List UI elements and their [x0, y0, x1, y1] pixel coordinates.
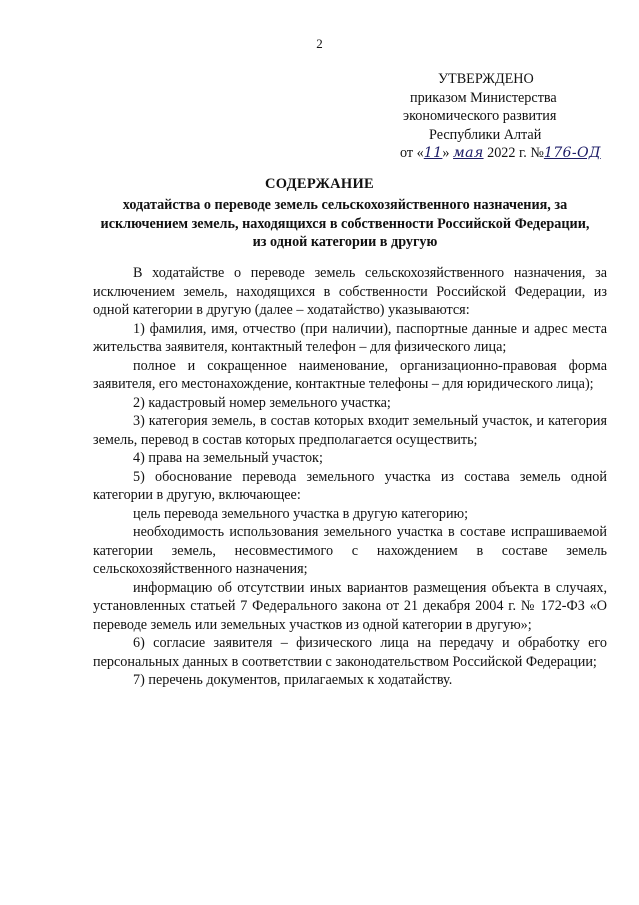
document-subtitle: ходатайства о переводе земель сельскохозяйственного назначения, за исключением земель, находящихся в собственности Российской Федерации, из одной категории в другую: [100, 197, 590, 250]
body-paragraph: 1) фамилия, имя, отчество (при наличии), паспортные данные и адрес места жительства заявителя, контактный телефон – для физического лица;: [93, 320, 607, 355]
approval-block: [380, 70, 620, 163]
body-paragraph: цель перевода земельного участка в другую категорию;: [133, 505, 469, 522]
approval-ministry: экономического развития: [403, 108, 557, 124]
body-paragraph: необходимость использования земельного участка в составе испрашиваемой категории земель, несовместимого с нахождением в составе земель сельскохозяйственного назначения;: [93, 524, 607, 577]
document-body: [93, 264, 607, 690]
body-paragraph: 5) обоснование перевода земельного участка из состава земель одной категории в другую, включающее:: [93, 468, 607, 503]
date-prefix: от «: [400, 145, 424, 161]
page-number: 2: [316, 36, 323, 51]
body-paragraph: 3) категория земель, в состав которых входит земельный участок, и категория земель, перевод в состав которых предполагается осуществить;: [93, 413, 607, 448]
body-paragraph: 6) согласие заявителя – физического лица на передачу и обработку его персональных данных в соответствии с законодательством Российской Федерации;: [93, 635, 607, 670]
date-year: 2022 г. №: [483, 145, 544, 161]
approval-date-line: [380, 144, 620, 163]
body-paragraph: 7) перечень документов, прилагаемых к ходатайству.: [133, 672, 453, 688]
handwritten-month: мая: [453, 145, 484, 161]
handwritten-day: 11: [423, 145, 443, 161]
handwritten-order-number: 176-ОД: [543, 145, 601, 161]
body-paragraph: информацию об отсутствии иных вариантов размещения объекта в случаях, установленных статьей 7 Федерального закона от 21 декабря 2004 г. № 172-ФЗ «О переводе земель или земельных участков из одной категории в другую»;: [93, 579, 607, 633]
body-paragraph: В ходатайстве о переводе земель сельскохозяйственного назначения, за исключением земель, находящихся в собственности Российской Федерации, из одной категории в другую (далее – ходатайство) указываются:: [93, 265, 607, 318]
body-paragraph: полное и сокращенное наименование, организационно-правовая форма заявителя, его местонахождение, контактные телефоны – для юридического лица);: [93, 357, 607, 392]
body-paragraph: 2) кадастровый номер земельного участка;: [133, 394, 391, 411]
approval-heading: УТВЕРЖДЕНО: [438, 71, 534, 87]
body-paragraph: 4) права на земельный участок;: [133, 450, 323, 466]
document-title: СОДЕРЖАНИЕ: [264, 176, 375, 192]
approval-republic: Республики Алтай: [429, 126, 542, 143]
approval-order: приказом Министерства: [410, 89, 557, 106]
date-day-suffix: »: [442, 145, 450, 161]
